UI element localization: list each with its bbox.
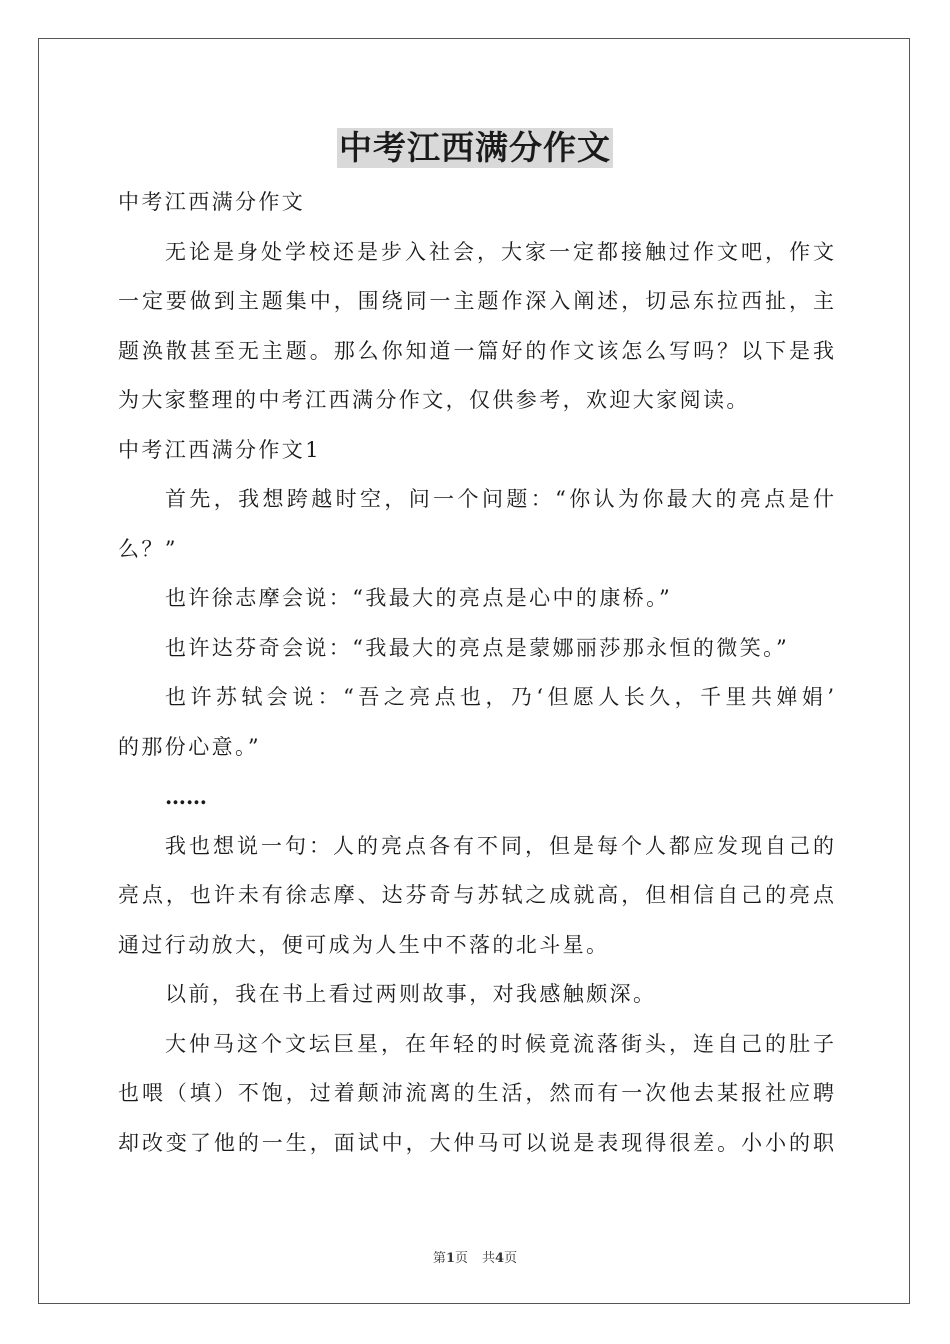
text-line: 以前，我在书上看过两则故事，对我感触颇深。 xyxy=(165,982,657,1006)
text-line: 也喂（填）不饱，过着颠沛流离的生活，然而有一次他去某报社应聘 xyxy=(118,1081,834,1105)
text-line: 题涣散甚至无主题。那么你知道一篇好的作文该怎么写吗？以下是我 xyxy=(118,338,834,363)
text-line: 为大家整理的中考江西满分作文，仅供参考，欢迎大家阅读。 xyxy=(118,388,750,412)
page-number-prefix: 第 xyxy=(432,1251,446,1266)
page-total-prefix: 共 xyxy=(482,1251,496,1266)
page-total-count: 4 xyxy=(495,1251,505,1266)
text-line: 也许苏轼会说：“吾之亮点也，乃‘但愿人长久，千里共婵娟’ xyxy=(165,685,834,709)
text-line: 中考江西满分作文1 xyxy=(118,437,321,462)
text-line: 无论是身处学校还是步入社会，大家一定都接触过作文吧，作文 xyxy=(165,239,834,264)
text-line: 我也想说一句：人的亮点各有不同，但是每个人都应发现自己的 xyxy=(165,833,834,858)
text-line: 中考江西满分作文 xyxy=(118,190,306,214)
document-body xyxy=(118,178,834,1168)
text-line: 却改变了他的一生，面试中，大仲马可以说是表现得很差。小小的职 xyxy=(118,1130,834,1155)
page-total-suffix: 页 xyxy=(504,1251,518,1266)
text-line: 也许达芬奇会说：“我最大的亮点是蒙娜丽莎那永恒的微笑。” xyxy=(165,635,790,660)
text-line: 一定要做到主题集中，围绕同一主题作深入阐述，切忌东拉西扯，主 xyxy=(118,289,834,313)
text-line: 的那份心意。” xyxy=(118,734,262,759)
page-number-current: 1 xyxy=(445,1251,455,1266)
text-line: …… xyxy=(165,784,207,809)
title-container xyxy=(0,128,950,168)
page-footer xyxy=(0,1247,950,1266)
text-line: 通过行动放大，便可成为人生中不落的北斗星。 xyxy=(118,932,610,957)
document-title: 中考江西满分作文 xyxy=(339,128,611,167)
text-line: 首先，我想跨越时空，问一个问题：“你认为你最大的亮点是什 xyxy=(165,487,834,511)
text-line: 么？” xyxy=(118,536,178,561)
text-line: 也许徐志摩会说：“我最大的亮点是心中的康桥。” xyxy=(165,586,673,610)
page-number-suffix: 页 xyxy=(454,1251,468,1266)
text-line: 大仲马这个文坛巨星，在年轻的时候竟流落街头，连自己的肚子 xyxy=(165,1031,834,1056)
text-line: 亮点，也许未有徐志摩、达芬奇与苏轼之成就高，但相信自己的亮点 xyxy=(118,883,834,907)
